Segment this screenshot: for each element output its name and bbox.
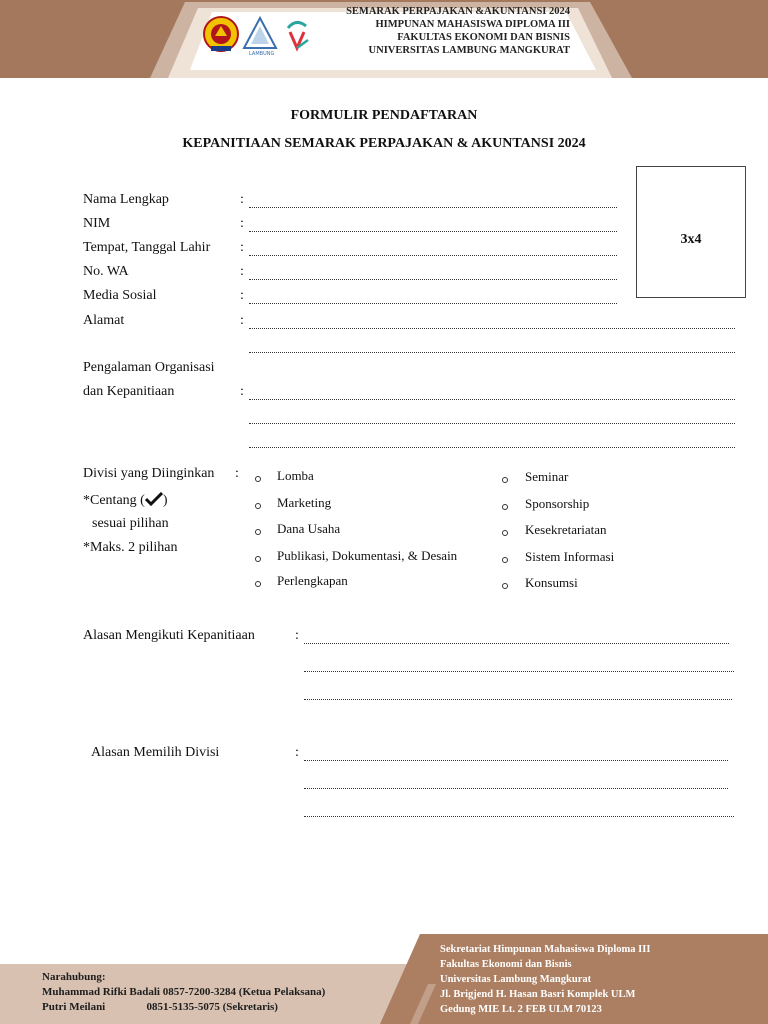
photo-box[interactable]: [636, 166, 746, 298]
label-alasan-memilih: Alasan Memilih Divisi: [91, 745, 220, 760]
field-no-wa[interactable]: [249, 265, 617, 280]
footer-contact-sekretaris: Putri Meilani 0851-5135-5075 (Sekretaris): [42, 1001, 278, 1013]
header-line: UNIVERSITAS LAMBUNG MANGKURAT: [368, 45, 570, 56]
form-subtitle: KEPANITIAAN SEMARAK PERPAJAKAN & AKUNTANSI 2024: [182, 136, 586, 151]
option-bullet-icon[interactable]: [502, 477, 508, 483]
option-dana-usaha[interactable]: Dana Usaha: [277, 521, 341, 536]
footer-contact-ketua: Muhammad Rifki Badali 0857-7200-3284 (Ketua Pelaksana): [42, 986, 326, 998]
header-text: [326, 5, 570, 57]
event-logo: [288, 22, 308, 48]
field-alasan-memilih-line-3[interactable]: [304, 802, 734, 817]
option-lomba[interactable]: Lomba: [277, 468, 314, 483]
label-alasan-mengikuti: Alasan Mengikuti Kepanitiaan: [83, 628, 255, 643]
option-bullet-icon[interactable]: [255, 503, 261, 509]
option-bullet-icon[interactable]: [255, 581, 261, 587]
option-seminar[interactable]: Seminar: [525, 469, 569, 484]
field-alasan-memilih-line-2[interactable]: [304, 774, 728, 789]
label-divisi: Divisi yang Diinginkan: [83, 466, 215, 481]
option-bullet-icon[interactable]: [255, 556, 261, 562]
option-bullet-icon[interactable]: [255, 476, 261, 482]
footer-address-line: Gedung MIE Lt. 2 FEB ULM 70123: [440, 1004, 602, 1015]
footer-address: [440, 942, 650, 1017]
option-bullet-icon[interactable]: [502, 504, 508, 510]
field-alasan-mengikuti-line-1[interactable]: [304, 629, 729, 644]
colon: :: [295, 745, 299, 760]
option-konsumsi[interactable]: Konsumsi: [525, 575, 578, 590]
field-alasan-mengikuti-line-2[interactable]: [304, 657, 734, 672]
photo-size-label: 3x4: [680, 232, 702, 247]
label-nim: NIM: [83, 216, 111, 231]
colon: :: [240, 384, 244, 399]
field-pengalaman-line-3[interactable]: [249, 433, 735, 448]
field-nim[interactable]: [249, 217, 617, 232]
field-nama-lengkap[interactable]: [249, 193, 617, 208]
field-pengalaman-line-2[interactable]: [249, 409, 735, 424]
colon: :: [240, 240, 244, 255]
label-nama-lengkap: Nama Lengkap: [83, 192, 169, 207]
footer-contact-heading: Narahubung:: [42, 971, 106, 983]
footer-address-line: Fakultas Ekonomi dan Bisnis: [440, 959, 572, 970]
label-pengalaman: Pengalaman Organisasi: [83, 360, 215, 375]
colon: :: [240, 288, 244, 303]
header-line: SEMARAK PERPAJAKAN &AKUNTANSI 2024: [346, 6, 570, 17]
option-bullet-icon[interactable]: [502, 583, 508, 589]
note-sesuai-pilihan: sesuai pilihan: [92, 516, 169, 531]
option-publikasi[interactable]: Publikasi, Dokumentasi, & Desain: [277, 548, 458, 563]
colon: :: [240, 313, 244, 328]
field-alasan-memilih-line-1[interactable]: [304, 746, 728, 761]
field-media-sosial[interactable]: [249, 289, 617, 304]
option-kesekretariatan[interactable]: Kesekretariatan: [525, 522, 607, 537]
label-alamat: Alamat: [83, 313, 125, 328]
note-centang: *Centang ( ): [83, 493, 168, 508]
label-pengalaman-2: dan Kepanitiaan: [83, 384, 175, 399]
option-marketing[interactable]: Marketing: [277, 495, 332, 510]
colon: :: [235, 466, 239, 481]
label-media-sosial: Media Sosial: [83, 288, 157, 303]
footer-address-line: Sekretariat Himpunan Mahasiswa Diploma III: [440, 944, 651, 955]
header-line: HIMPUNAN MAHASISWA DIPLOMA III: [375, 19, 570, 30]
footer-address-line: Universitas Lambung Mangkurat: [440, 974, 592, 985]
colon: :: [240, 192, 244, 207]
label-no-wa: No. WA: [83, 264, 129, 279]
himpunan-logo: [244, 18, 276, 56]
footer-address-line: Jl. Brigjend H. Hasan Basri Komplek ULM: [440, 989, 636, 1000]
note-maks-pilihan: *Maks. 2 pilihan: [83, 540, 178, 555]
field-alasan-mengikuti-line-3[interactable]: [304, 685, 732, 700]
field-alamat-line-1[interactable]: [249, 314, 735, 329]
header-line: FAKULTAS EKONOMI DAN BISNIS: [397, 32, 570, 43]
option-sistem-informasi[interactable]: Sistem Informasi: [525, 549, 615, 564]
field-ttl[interactable]: [249, 241, 617, 256]
university-seal-logo: [204, 17, 238, 51]
form-title: FORMULIR PENDAFTARAN: [290, 108, 478, 123]
option-perlengkapan[interactable]: Perlengkapan: [277, 573, 348, 588]
svg-text:LAMBUNG: LAMBUNG: [249, 51, 275, 56]
checkmark-icon: [145, 492, 163, 506]
logo-group: [202, 14, 314, 56]
option-bullet-icon[interactable]: [502, 557, 508, 563]
label-ttl: Tempat, Tanggal Lahir: [83, 240, 211, 255]
colon: :: [240, 264, 244, 279]
colon: :: [240, 216, 244, 231]
option-bullet-icon[interactable]: [502, 530, 508, 536]
field-alamat-line-2[interactable]: [249, 338, 735, 353]
option-bullet-icon[interactable]: [255, 529, 261, 535]
option-sponsorship[interactable]: Sponsorship: [525, 496, 590, 511]
footer-contact: [42, 970, 325, 1015]
colon: :: [295, 628, 299, 643]
field-pengalaman-line-1[interactable]: [249, 385, 735, 400]
